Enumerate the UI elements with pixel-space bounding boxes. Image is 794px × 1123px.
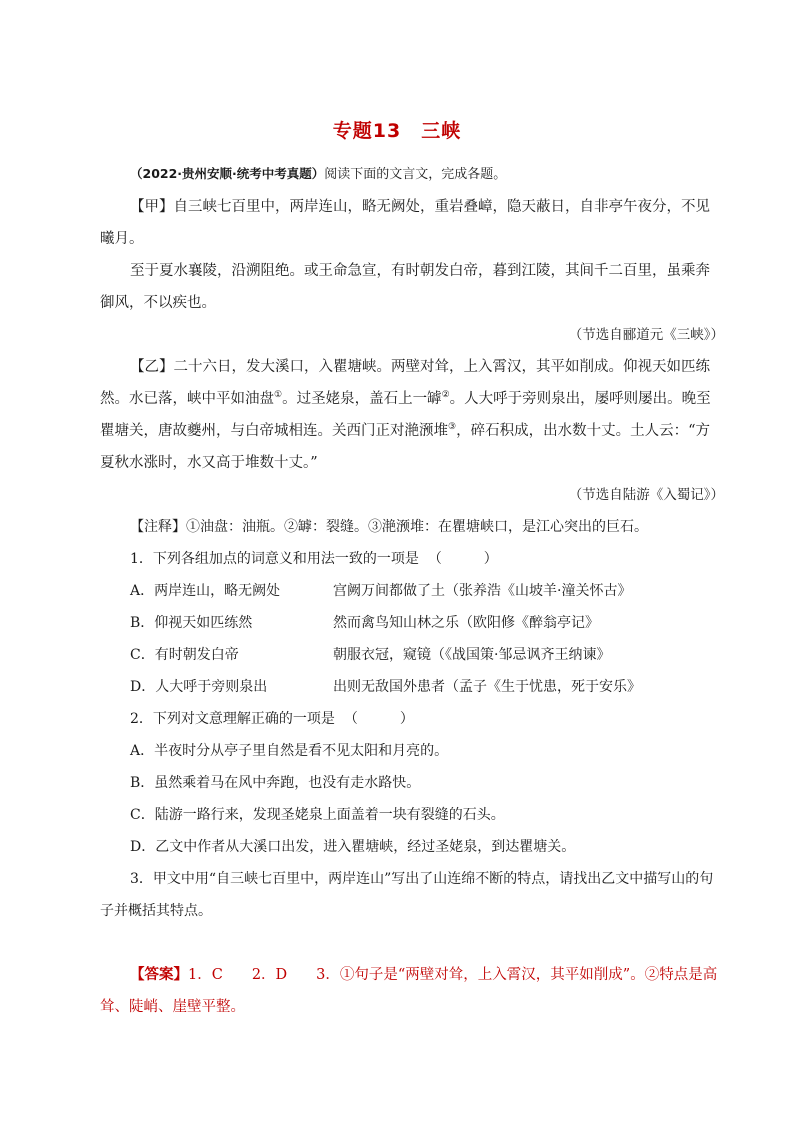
question-2-option-c: C．陆游一路行来，发现圣姥泉上面盖着一块有裂缝的石头。 (130, 807, 505, 823)
passage-yi-text-a: 二十六日，发大溪口，入瞿塘峡。两壁对耸，上入霄汉，其平如削成。仰视天如匹练然。水已落，峡中平如油盘 (100, 359, 710, 407)
passage-yi-source: （节选自陆游《入蜀记》） (568, 487, 724, 503)
question-1-option-a (100, 575, 724, 607)
annotation-notes: 【注释】①油盘：油瓶。②罅：裂缝。③滟滪堆：在瞿塘峡口，是江心突出的巨石。 (130, 519, 648, 535)
question-2-option-b: B．虽然乘着马在风中奔跑，也没有走水路快。 (130, 775, 421, 791)
question-2-stem (100, 703, 724, 735)
answer-label: 【答案】 (130, 966, 188, 983)
option-left: B．仰视天如匹练然 (130, 615, 253, 631)
exam-source: （2022·贵州安顺·统考中考真题） (130, 166, 325, 181)
passage-jia-para1 (100, 191, 724, 255)
footnote-mark-3: ③ (448, 422, 457, 433)
option-right: 然而禽鸟知山林之乐（欧阳修《醉翁亭记》 (333, 615, 599, 631)
footnote-mark-1: ① (274, 390, 283, 401)
passage-yi-text-b: 。过圣姥泉，盖石上一罅 (282, 391, 442, 407)
option-right: 宫阙万间都做了土（张养浩《山坡羊·潼关怀古》 (333, 583, 632, 599)
spacer (100, 927, 724, 959)
question-1-option-d (100, 671, 724, 703)
passage-yi-tag: 【乙】 (130, 359, 174, 375)
passage-yi (100, 351, 724, 479)
passage-yi-text-c: 。人大呼于旁则泉出，屡呼则屡出。晚至瞿塘关，唐故夔州，与白帝城相连。关西门正对滟滪堆 (100, 391, 711, 439)
answer-block (100, 959, 724, 1023)
passage-jia-tag: 【甲】 (130, 199, 174, 215)
option-left: D．人大呼于旁则泉出 (130, 679, 268, 695)
question-2-option-a: A．半夜时分从亭子里自然是看不见太阳和月亮的。 (130, 743, 449, 759)
question-1-text: 1．下列各组加点的词意义和用法一致的一项是 (130, 551, 419, 567)
intro-line (100, 158, 724, 191)
passage-jia-text1: 自三峡七百里中，两岸连山，略无阙处，重岩叠嶂，隐天蔽日，自非亭午夜分，不见曦月。 (100, 199, 710, 247)
answer-text: 1．C 2．D 3．①句子是“两壁对耸，上入霄汉，其平如削成”。②特点是高耸、陡峭、崖壁平整。 (100, 967, 718, 1015)
instruction-text: 阅读下面的文言文，完成各题。 (324, 167, 507, 182)
passage-yi-text-d: ，碎石积成，出水数十丈。土人云：“方夏秋水涨时，水又高于堆数十丈。” (100, 423, 710, 471)
question-1-answer-blank: （ ） (427, 551, 498, 567)
question-1-option-c (100, 639, 724, 671)
question-1-stem (100, 543, 724, 575)
question-2-option-d: D．乙文中作者从大溪口出发，进入瞿塘峡，经过圣姥泉，到达瞿塘关。 (130, 839, 576, 855)
page-title: 专题13 三峡 (332, 120, 462, 142)
passage-jia-para2: 至于夏水襄陵，沿溯阻绝。或王命急宣，有时朝发白帝，暮到江陵，其间千二百里，虽乘奔御风，不以疾也。 (100, 263, 710, 311)
footnote-mark-2: ② (441, 390, 450, 401)
passage-jia-source: （节选自郦道元《三峡》） (568, 327, 724, 343)
option-left: C．有时朝发白帝 (130, 647, 239, 663)
question-1-option-b (100, 607, 724, 639)
option-right: 朝服衣冠，窥镜（《战国策·邹忌讽齐王纳谏》 (333, 647, 611, 663)
document-body (100, 158, 724, 1023)
question-3-stem: 3．甲文中用“自三峡七百里中，两岸连山”写出了山连绵不断的特点，请找出乙文中描写山的句子并概括其特点。 (100, 871, 714, 919)
question-2-text: 2．下列对文意理解正确的一项是 (130, 711, 335, 727)
question-2-answer-blank: （ ） (343, 711, 414, 727)
option-left: A．两岸连山，略无阙处 (130, 583, 281, 599)
option-right: 出则无敌国外患者（孟子《生于忧患，死于安乐》 (333, 679, 641, 695)
